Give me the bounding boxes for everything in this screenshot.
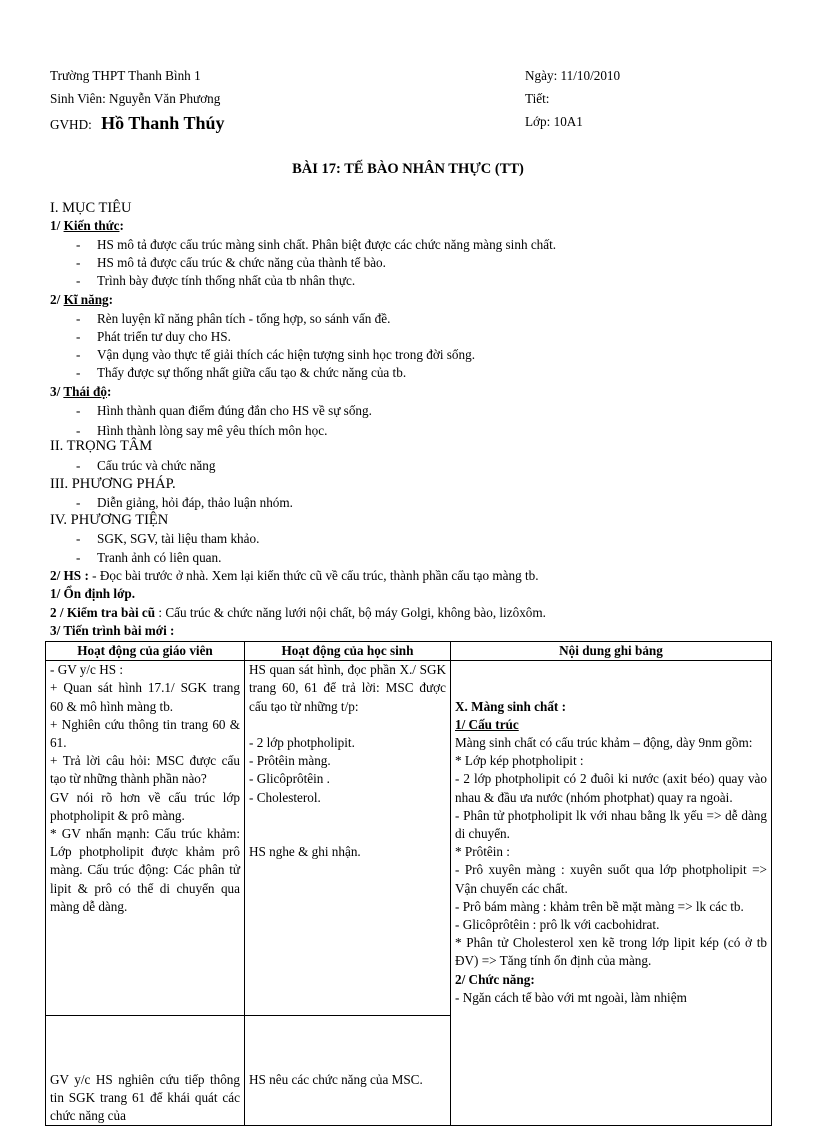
hs-prep-text: - Đọc bài trước ở nhà. Xem lại kiến thức cũ về cấu trúc, thành phần cấu tạo màng tb. [92, 568, 539, 583]
date-value: 11/10/2010 [560, 68, 621, 83]
header-student: Hoạt động của học sinh [245, 642, 451, 661]
cell-text: - Phân tử photpholipit lk với nhau bằng lk yếu => dễ dàng di chuyển. [455, 807, 767, 841]
table-header-row [46, 642, 772, 661]
teacher-cell [46, 1016, 245, 1126]
knowledge-num: 1/ [50, 218, 61, 233]
cell-text: + Quan sát hình 17.1/ SGK trang 60 & mô hình màng tb. [50, 680, 240, 714]
teacher-label: GVHD: [50, 117, 92, 132]
cell-text: + Trả lời câu hỏi: MSC được cấu tạo từ những thành phần nào? [50, 753, 240, 787]
stabilize-heading: 1/ Ổn định lớp. [50, 586, 136, 601]
cell-text: - Prô xuyên màng : xuyên suốt qua lớp photpholipit => Vận chuyển các chất. [455, 862, 767, 896]
hs-prep-line [50, 568, 539, 584]
cell-text: - Ngăn cách tế bào với mt ngoài, làm nhiệm [455, 989, 687, 1005]
cell-text: * Lớp kép photpholipit : [455, 753, 584, 769]
cell-text: HS nêu các chức năng của MSC. [249, 1071, 423, 1087]
cell-text: - Glicôprôtêin . [249, 771, 330, 787]
attitude-num: 3/ [50, 384, 61, 399]
content-sub-2: 2/ Chức năng: [455, 971, 535, 987]
table-row [46, 661, 772, 1016]
cell-text: GV y/c HS nghiên cứu tiếp thông tin SGK trang 61 để khái quát các chức năng của [50, 1071, 240, 1124]
cell-text: - Prôtêin màng. [249, 753, 331, 769]
cell-text: Màng sinh chất có cấu trúc khảm – động, dày 9nm gồm: [455, 734, 753, 750]
skills-heading: 2/ Kĩ năng: [50, 292, 114, 307]
student-name: Nguyễn Văn Phương [109, 91, 221, 106]
school-name: Trường THPT Thanh Bình 1 [50, 68, 201, 83]
header-teacher: Hoạt động của giáo viên [46, 642, 245, 661]
content-sub: 1/ Cấu trúc [455, 716, 519, 732]
date-label: Ngày: [525, 68, 558, 83]
cell-text: + Nghiên cứu thông tin trang 60 & 61. [50, 716, 240, 751]
cell-text: - GV y/c HS : [50, 662, 124, 678]
student-cell [245, 1016, 451, 1126]
attitude-heading: 3/ Thái độ: [50, 384, 112, 399]
cell-text: * Prôtêin : [455, 844, 510, 860]
cell-text: - Glicôprôtêin : prô lk với cacbohidrat. [455, 917, 660, 933]
focus-heading: II. TRỌNG TÂM [50, 438, 153, 454]
attitude-label: Thái độ [63, 384, 107, 399]
cell-text: * GV nhấn mạnh: Cấu trúc khảm: Lớp photpholipit được khảm prô màng. Cấu trúc động: Các phân tử lipit & prô có thể di chuyển qua màng dễ dàng. [50, 826, 240, 914]
skills-label: Kĩ năng [63, 292, 109, 307]
cell-text: - 2 lớp photpholipit có 2 đuôi ki nước (axit béo) quay vào nhau & đầu ưa nước (nhóm photphat) quay ra ngoài. [455, 771, 767, 805]
knowledge-label: Kiến thức [63, 218, 120, 233]
content-cell [451, 661, 772, 1126]
student-cell [245, 661, 451, 1016]
check-line [50, 605, 546, 621]
period-label: Tiết: [525, 91, 550, 106]
cell-text: - 2 lớp photpholipit. [249, 735, 355, 750]
new-lesson-heading: 3/ Tiến trình bài mới : [50, 623, 175, 638]
student-label: Sinh Viên: [50, 91, 106, 106]
cell-text: - Cholesterol. [249, 789, 321, 805]
hs-prep-label: 2/ HS : [50, 568, 89, 583]
knowledge-heading: 1/ Kiến thức: [50, 218, 124, 233]
lesson-title: BÀI 17: TẾ BÀO NHÂN THỰC (TT) [292, 161, 524, 177]
class-line [525, 114, 583, 130]
means-heading: IV. PHƯƠNG TIỆN [50, 512, 169, 528]
skills-num: 2/ [50, 292, 61, 307]
teacher-line [50, 113, 224, 134]
cell-text: * Phân tử Cholesterol xen kẽ trong lớp lipit kép (có ở tb ĐV) => Tăng tính ổn định của màng. [455, 935, 767, 969]
content-section: X. Màng sinh chất : [455, 698, 567, 714]
class-label: Lớp: [525, 114, 551, 129]
cell-text: HS quan sát hình, đọc phần X./ SGK trang 60, 61 để trả lời: MSC được cấu tạo từ những t/p: [249, 662, 446, 714]
check-text: : Cấu trúc & chức năng lưới nội chất, bộ máy Golgi, không bào, lizôxôm. [158, 605, 546, 620]
header-content: Nội dung ghi bảng [451, 642, 772, 661]
teacher-cell [46, 661, 245, 1016]
teacher-name: Hồ Thanh Thúy [101, 113, 225, 133]
cell-text: GV nói rõ hơn về cấu trúc lớp photpholipit & prô màng. [50, 789, 240, 823]
lesson-table [45, 641, 772, 1126]
date-line [525, 68, 620, 84]
class-value: 10A1 [553, 114, 583, 129]
method-heading: III. PHƯƠNG PHÁP. [50, 476, 176, 492]
cell-text: - Prô bám màng : khảm trên bề mặt màng => lk các tb. [455, 898, 744, 914]
check-label: 2 / Kiểm tra bài cũ [50, 605, 156, 620]
cell-text: HS nghe & ghi nhận. [249, 844, 361, 860]
objectives-heading: I. MỤC TIÊU [50, 200, 132, 216]
student-line [50, 91, 220, 107]
